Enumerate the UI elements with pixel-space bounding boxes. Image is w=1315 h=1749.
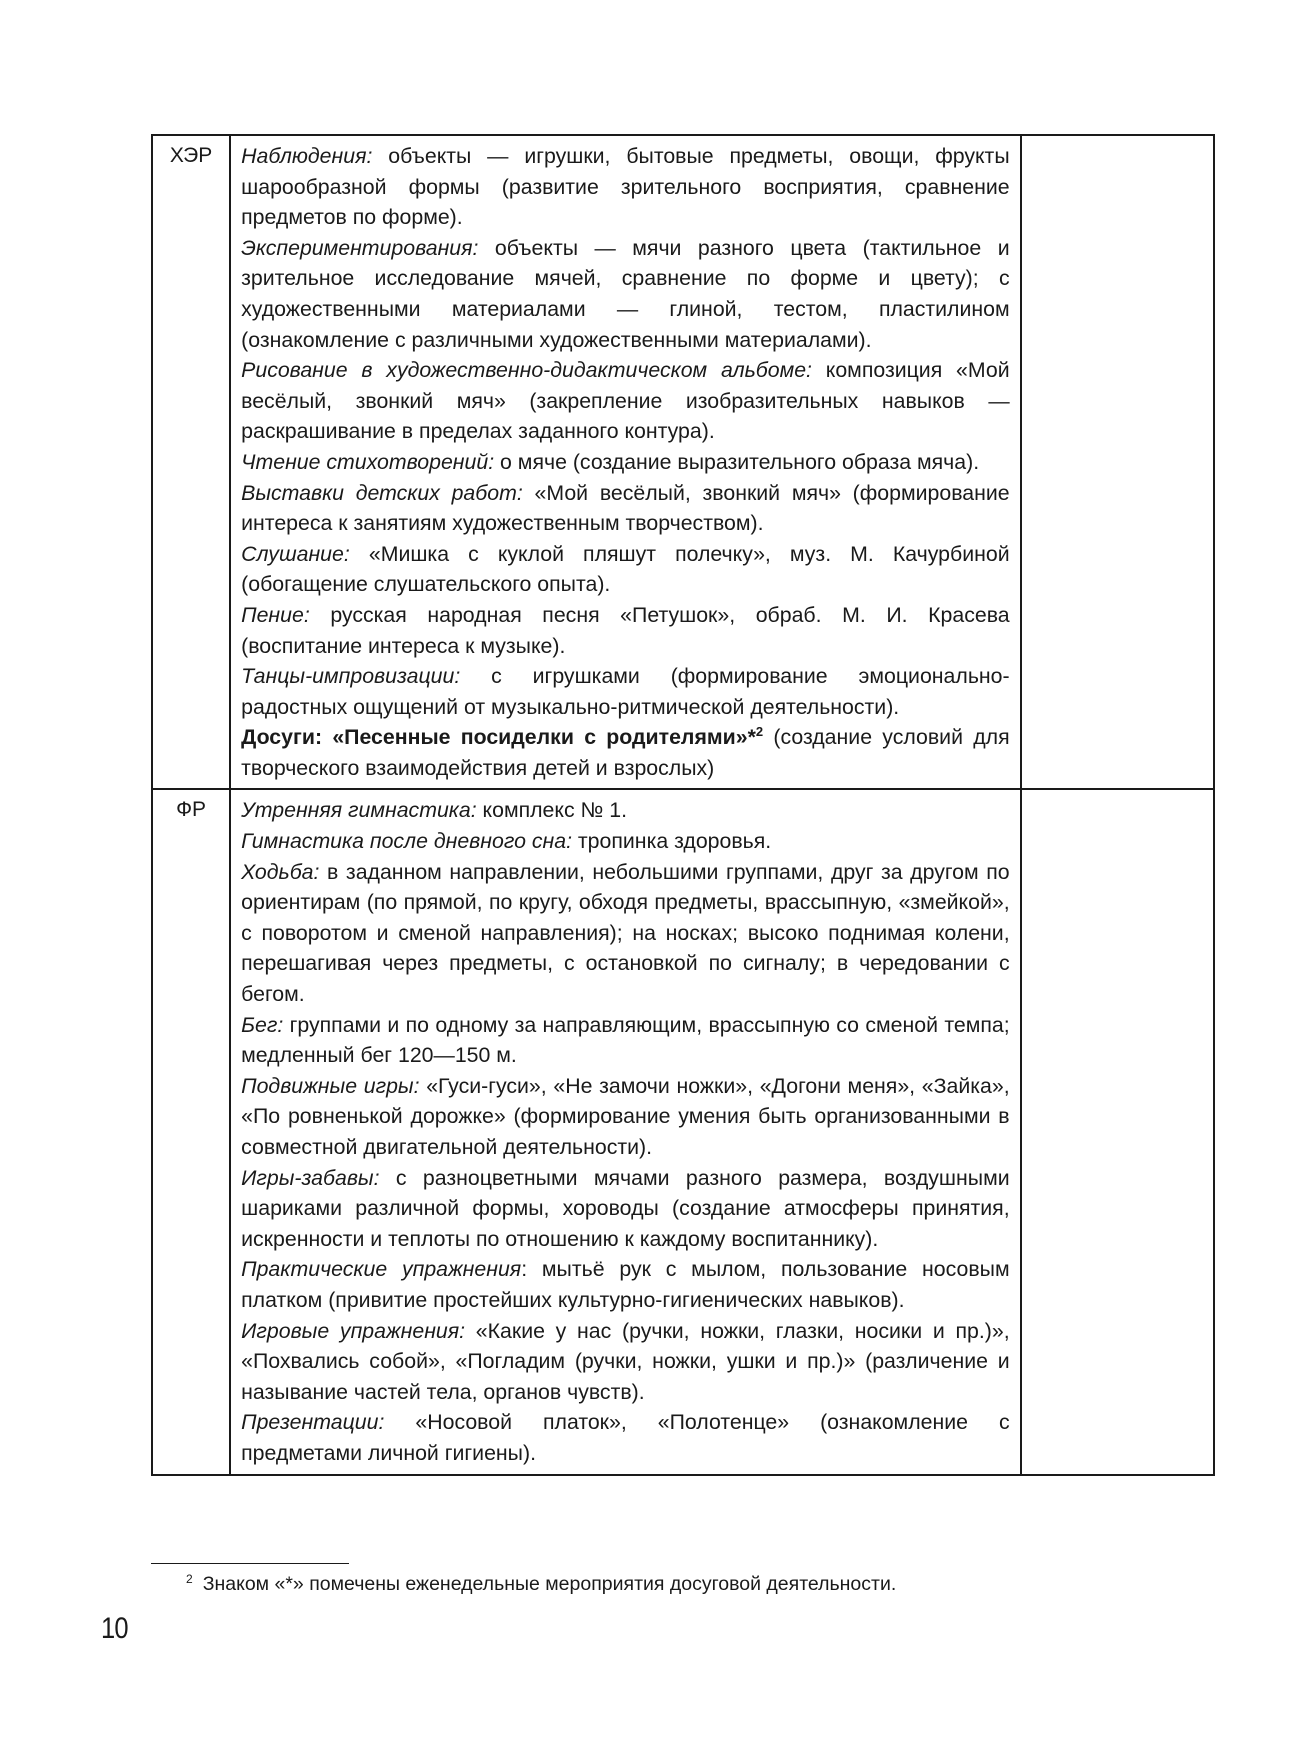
notes-cell (1021, 135, 1214, 789)
activity-paragraph: Практические упражнения: мытьё рук с мылом, пользование носовым платком (привитие простейших культурно-гигиенических навыков). (241, 1257, 1010, 1312)
activity-paragraph: Выставки детских работ: «Мой весёлый, звонкий мяч» (формирование интереса к занятиям художественным творчеством). (241, 480, 1010, 536)
activity-paragraph: Бег: группами и по одному за направляющим, врассыпную со сменой темпа; медленный бег 120—150 м. (241, 1012, 1010, 1068)
activity-paragraph: Рисование в художественно-дидактическом альбоме: композиция «Мой весёлый, звонкий мяч» (закрепление изобразительных навыков — раскрашивание в пределах заданного контура). (241, 358, 1010, 444)
activity-paragraph: Слушание: «Мишка с куклой пляшут полечку», муз. М. Качурбиной (обогащение слушательского опыта). (241, 541, 1010, 597)
area-code-cell: ФР (152, 789, 230, 1474)
footnote (186, 1570, 896, 1598)
leisure-paragraph: Досуги: «Песенные посиделки с родителями»*$^2$ (создание условий для творческого взаимодействия детей и взрослых) (241, 724, 1010, 780)
activity-paragraph: Чтение стихотворений: о мяче (создание выразительного образа мяча). (241, 449, 980, 474)
area-code-cell: ХЭР (152, 135, 230, 789)
activity-paragraph: Танцы-импровизации: с игрушками (формирование эмоционально-радостных ощущений от музыкально-ритмической деятельности). (241, 664, 1010, 719)
activity-paragraph: Подвижные игры: «Гуси-гуси», «Не замочи ножки», «Догони меня», «Зайка», «По ровненькой дорожке» (формирование умения быть организованными в совместной двигательной деятельности). (241, 1073, 1010, 1159)
notes-cell (1021, 789, 1214, 1474)
page-number: 10 (101, 1612, 128, 1645)
activity-paragraph: Утренняя гимнастика: комплекс № 1. (241, 798, 628, 823)
table-row-fr (152, 789, 1214, 1474)
activity-paragraph: Гимнастика после дневного сна: тропинка здоровья. (241, 829, 772, 854)
activity-paragraph: Презентации: «Носовой платок», «Полотенце» (ознакомление с предметами личной гигиены). (241, 1410, 1010, 1465)
activity-paragraph: Пение: русская народная песня «Петушок», обраб. М. И. Красева (воспитание интереса к музыке). (241, 602, 1010, 658)
activity-paragraph: Экспериментирования: объекты — мячи разного цвета (тактильное и зрительное исследование мячей, сравнение по форме и цвету); с художественными материалами — глиной, тестом, пластилином (ознакомление с различными художественными материалами). (241, 235, 1010, 352)
footnote-text: Знаком «*» помечены еженедельные мероприятия досуговой деятельности. (202, 1573, 897, 1595)
activity-paragraph: Игры-забавы: с разноцветными мячами разного размера, воздушными шариками различной формы, хороводы (создание атмосферы принятия, искренности и теплоты по отношению к каждому воспитаннику). (241, 1165, 1010, 1251)
footnote-divider (151, 1563, 349, 1564)
activity-paragraph: Ходьба: в заданном направлении, небольшими группами, друг за другом по ориентирам (по прямой, по кругу, обходя предметы, врассыпную, «змейкой», с поворотом и сменой направления); на носках; высоко поднимая колени, перешагивая через предметы, с остановкой по сигналу; в чередовании с бегом. (241, 859, 1010, 1007)
activities-cell (230, 789, 1020, 1474)
activity-paragraph: Наблюдения: объекты — игрушки, бытовые предметы, овощи, фрукты шарообразной формы (развитие зрительного восприятия, сравнение предметов по форме). (241, 144, 1010, 230)
table-row-her (152, 135, 1214, 789)
footnote-marker: 2 (186, 1572, 193, 1586)
content-table (151, 134, 1215, 1476)
activities-cell (230, 135, 1020, 789)
activity-paragraph: Игровые упражнения: «Какие у нас (ручки, ножки, глазки, носики и пр.)», «Похвались собой», «Погладим (ручки, ножки, ушки и пр.)» (различение и называние частей тела, органов чувств). (241, 1318, 1010, 1404)
